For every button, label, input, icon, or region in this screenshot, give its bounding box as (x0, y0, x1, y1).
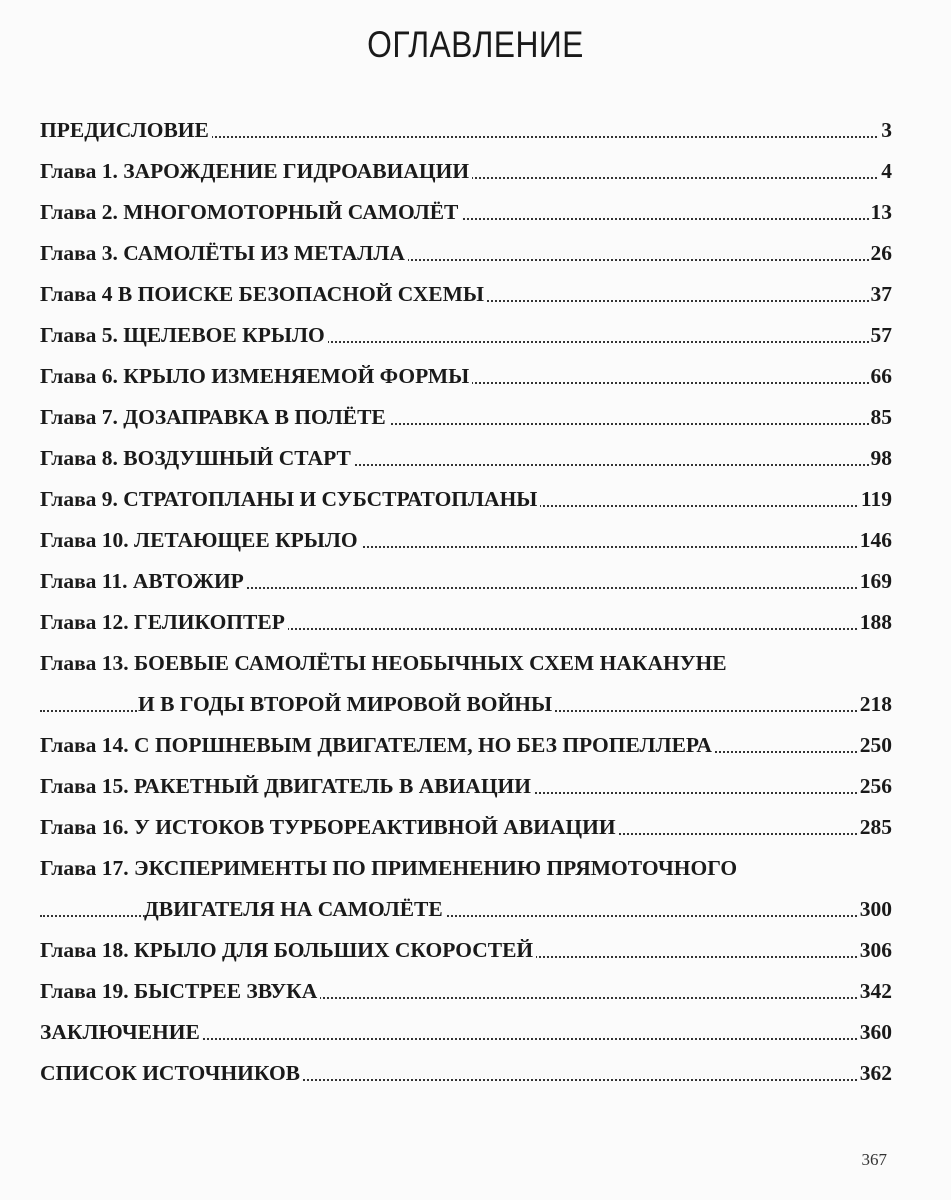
toc-entry-title: СПИСОК ИСТОЧНИКОВ (40, 1058, 303, 1088)
toc-entry[interactable] (40, 894, 892, 924)
toc-page-number: 360 (858, 1017, 892, 1047)
toc-entry[interactable] (40, 1017, 892, 1047)
toc-entry-title: Глава 9. СТРАТОПЛАНЫ И СУБСТРАТОПЛАНЫ (40, 484, 540, 514)
toc-entry-title: Глава 15. РАКЕТНЫЙ ДВИГАТЕЛЬ В АВИАЦИИ (40, 771, 534, 801)
toc-page-number: 342 (858, 976, 892, 1006)
toc-entry[interactable] (40, 689, 892, 719)
toc-entry-title-line: Глава 13. БОЕВЫЕ САМОЛЁТЫ НЕОБЫЧНЫХ СХЕМ НАКАНУНЕ (40, 651, 727, 675)
toc-page-number: 98 (869, 443, 893, 473)
toc-entry-title: Глава 5. ЩЕЛЕВОЕ КРЫЛО (40, 320, 328, 350)
toc-entry-title: Глава 12. ГЕЛИКОПТЕР (40, 607, 288, 637)
toc-page-number: 37 (869, 279, 893, 309)
toc-page-number: 362 (858, 1058, 892, 1088)
toc-entry[interactable] (40, 525, 892, 555)
toc-entry-title: ЗАКЛЮЧЕНИЕ (40, 1017, 203, 1047)
page-number: 367 (861, 1150, 887, 1169)
toc-page-number: 3 (879, 115, 892, 145)
toc-entry-continuation: И В ГОДЫ ВТОРОЙ МИРОВОЙ ВОЙНЫ (138, 689, 555, 719)
toc-entry-title: Глава 7. ДОЗАПРАВКА В ПОЛЁТЕ (40, 402, 389, 432)
toc-page-number: 169 (858, 566, 892, 596)
toc-entry[interactable] (40, 812, 892, 842)
toc-entry-title: ПРЕДИСЛОВИЕ (40, 115, 212, 145)
toc-entry-title: Глава 11. АВТОЖИР (40, 566, 247, 596)
toc-entry-title: Глава 18. КРЫЛО ДЛЯ БОЛЬШИХ СКОРОСТЕЙ (40, 935, 536, 965)
toc-page-number: 4 (879, 156, 892, 186)
toc-entry[interactable] (40, 402, 892, 432)
toc-page-number: 57 (869, 320, 893, 350)
toc-page-number: 306 (858, 935, 892, 965)
toc-entry[interactable] (40, 156, 892, 186)
toc-page-number: 66 (869, 361, 893, 391)
toc-entry[interactable] (40, 935, 892, 965)
toc-page-number: 13 (869, 197, 893, 227)
toc-entry[interactable] (40, 279, 892, 309)
toc-entry-title: Глава 6. КРЫЛО ИЗМЕНЯЕМОЙ ФОРМЫ (40, 361, 472, 391)
toc-entry[interactable] (40, 361, 892, 391)
toc-page-number: 300 (858, 894, 892, 924)
toc-page-number: 26 (869, 238, 893, 268)
toc-entry-title-line: Глава 17. ЭКСПЕРИМЕНТЫ ПО ПРИМЕНЕНИЮ ПРЯМОТОЧНОГО (40, 856, 738, 880)
toc-entry[interactable] (40, 238, 892, 268)
toc-entry-title: Глава 2. МНОГОМОТОРНЫЙ САМОЛЁТ (40, 197, 461, 227)
toc-entry[interactable] (40, 115, 892, 145)
toc-entry[interactable] (40, 730, 892, 760)
toc-page-number: 146 (858, 525, 892, 555)
toc-entry[interactable] (40, 197, 892, 227)
toc-entry-title: Глава 1. ЗАРОЖДЕНИЕ ГИДРОАВИАЦИИ (40, 156, 472, 186)
toc-entry[interactable] (40, 484, 892, 514)
toc-entry-title: Глава 10. ЛЕТАЮЩЕЕ КРЫЛО (40, 525, 361, 555)
toc-entry-title: Глава 19. БЫСТРЕЕ ЗВУКА (40, 976, 320, 1006)
toc-entry[interactable] (40, 566, 892, 596)
toc-entry-title: Глава 4 В ПОИСКЕ БЕЗОПАСНОЙ СХЕМЫ (40, 279, 487, 309)
toc-entry-title: Глава 8. ВОЗДУШНЫЙ СТАРТ (40, 443, 354, 473)
toc-entry[interactable] (40, 771, 892, 801)
toc-entry-continuation: ДВИГАТЕЛЯ НА САМОЛЁТЕ (144, 894, 446, 924)
toc-page-number: 119 (859, 484, 892, 514)
toc-page-number: 250 (858, 730, 892, 760)
toc-page-number: 188 (858, 607, 892, 637)
toc-entry[interactable] (40, 443, 892, 473)
toc-entry[interactable] (40, 320, 892, 350)
toc-page-number: 285 (858, 812, 892, 842)
toc-entry[interactable] (40, 1058, 892, 1088)
page-title: ОГЛАВЛЕНИЕ (367, 24, 584, 65)
toc-entry[interactable] (40, 607, 892, 637)
toc-page-number: 218 (858, 689, 892, 719)
toc-entry-title: Глава 3. САМОЛЁТЫ ИЗ МЕТАЛЛА (40, 238, 408, 268)
toc-page-number: 256 (858, 771, 892, 801)
toc-page-number: 85 (869, 402, 893, 432)
toc-entry-title: Глава 14. С ПОРШНЕВЫМ ДВИГАТЕЛЕМ, НО БЕЗ ПРОПЕЛЛЕРА (40, 730, 715, 760)
toc-entry-title: Глава 16. У ИСТОКОВ ТУРБОРЕАКТИВНОЙ АВИАЦИИ (40, 812, 619, 842)
toc-entry[interactable] (40, 976, 892, 1006)
